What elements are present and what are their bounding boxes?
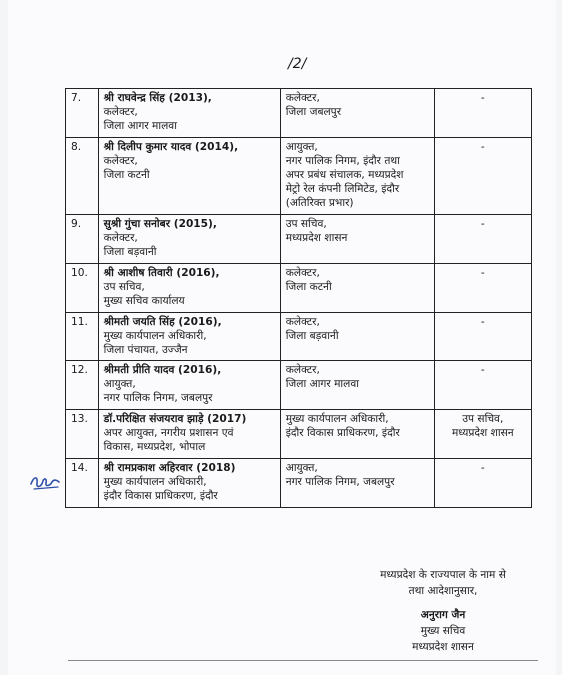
new-posting-line: आयुक्त, [285, 140, 318, 153]
officer-name: श्री रामप्रकाश अहिरवार (2018) [103, 462, 236, 475]
additional-charge-line: - [480, 217, 485, 230]
new-posting-line: कलेक्टर, [285, 92, 320, 104]
current-posting-line: विकास, मध्यप्रदेश, भोपाल [103, 441, 206, 454]
new-posting-cell [280, 459, 434, 508]
new-posting-line: मध्यप्रदेश शासन [285, 231, 348, 244]
table-row [66, 214, 532, 263]
order-authority-line: मध्यप्रदेश के राज्यपाल के नाम से [380, 569, 506, 581]
additional-charge-cell [434, 214, 531, 263]
signatory-department: मध्यप्रदेश शासन [412, 640, 474, 653]
new-posting-cell [280, 89, 434, 138]
new-posting-line: जिला आगर मालवा [285, 378, 359, 391]
additional-charge-cell [434, 137, 531, 214]
current-posting-line: जिला कटनी [103, 168, 150, 181]
serial-number-cell: 12. [66, 361, 99, 410]
additional-charge-cell [434, 89, 531, 138]
new-posting-line: मुख्य कार्यपालन अधिकारी, [285, 413, 389, 426]
current-posting-line: जिला आगर मालवा [103, 119, 177, 132]
additional-charge-line: - [480, 315, 485, 328]
current-posting-line: नगर पालिक निगम, जबलपुर [103, 392, 213, 405]
new-posting-cell [280, 263, 434, 312]
current-posting-line: कलेक्टर, [103, 231, 138, 244]
new-posting-cell [280, 361, 434, 410]
current-posting-line: जिला बड़वानी [103, 245, 157, 258]
officer-cell [98, 137, 280, 214]
serial-number-cell: 8. [66, 137, 99, 214]
serial-number-cell: 7. [66, 89, 99, 138]
document-page [8, 0, 556, 675]
officer-name: श्री आशीष तिवारी (2016), [103, 266, 220, 279]
serial-number-cell: 10. [66, 263, 99, 312]
new-posting-line: उप सचिव, [285, 217, 327, 230]
table-row [66, 459, 532, 508]
serial-number-cell: 9. [66, 214, 99, 263]
additional-charge-cell [434, 263, 531, 312]
additional-charge-line: - [480, 266, 485, 279]
new-posting-line: कलेक्टर, [285, 315, 320, 328]
current-posting-line: मुख्य सचिव कार्यालय [103, 294, 185, 307]
order-authority-line: तथा आदेशानुसार, [408, 584, 478, 597]
serial-number-cell: 13. [66, 410, 99, 459]
additional-charge-line: उप सचिव, [462, 413, 504, 426]
current-posting-line: मुख्य कार्यपालन अधिकारी, [103, 329, 207, 342]
new-posting-line: मेट्रो रेल कंपनी लिमिटेड, इंदौर [285, 182, 400, 195]
additional-charge-line: - [480, 364, 485, 377]
table-row [66, 263, 532, 312]
new-posting-cell [280, 312, 434, 361]
officer-name: श्री राघवेन्द्र सिंह (2013), [103, 92, 212, 104]
new-posting-line: आयुक्त, [285, 462, 318, 475]
new-posting-cell [280, 410, 434, 459]
signature-block [338, 568, 548, 655]
additional-charge-cell [434, 459, 531, 508]
additional-charge-cell [434, 361, 531, 410]
new-posting-line: कलेक्टर, [285, 364, 320, 377]
new-posting-line: (अतिरिक्त प्रभार) [285, 196, 354, 209]
new-posting-line: कलेक्टर, [285, 266, 320, 279]
new-posting-line: अपर प्रबंध संचालक, मध्यप्रदेश [285, 168, 404, 181]
table-body [66, 89, 532, 508]
current-posting-line: कलेक्टर, [103, 154, 138, 167]
current-posting-line: जिला पंचायत, उज्जैन [103, 343, 188, 356]
transfer-order-table [65, 88, 532, 508]
signatory-designation: मुख्य सचिव [420, 624, 466, 637]
new-posting-cell [280, 137, 434, 214]
page-number: /2/ [288, 56, 307, 72]
additional-charge-line: - [480, 462, 485, 475]
new-posting-line: नगर पालिक निगम, इंदौर तथा [285, 154, 400, 167]
officer-cell [98, 312, 280, 361]
current-posting-line: कलेक्टर, [103, 105, 138, 118]
officer-cell [98, 410, 280, 459]
serial-number-cell: 11. [66, 312, 99, 361]
handwritten-initials-mark [28, 470, 62, 492]
current-posting-line: मुख्य कार्यपालन अधिकारी, [103, 476, 207, 489]
additional-charge-line: मध्यप्रदेश शासन [451, 427, 514, 440]
additional-charge-cell [434, 312, 531, 361]
new-posting-line: जिला कटनी [285, 280, 332, 293]
table-row [66, 137, 532, 214]
officer-name: श्रीमती प्रीति यादव (2016), [103, 364, 222, 377]
additional-charge-line: - [480, 140, 485, 153]
new-posting-line: नगर पालिक निगम, जबलपुर [285, 476, 395, 489]
current-posting-line: अपर आयुक्त, नगरीय प्रशासन एवं [103, 427, 234, 440]
officer-cell [98, 89, 280, 138]
table-row [66, 312, 532, 361]
current-posting-line: आयुक्त, [103, 378, 136, 391]
new-posting-line: इंदौर विकास प्राधिकरण, इंदौर [285, 427, 400, 440]
serial-number-cell: 14. [66, 459, 99, 508]
officer-name: डॉ.परिक्षित संजयराव झाड़े (2017) [103, 413, 247, 426]
new-posting-line: जिला बड़वानी [285, 329, 339, 342]
table-row [66, 361, 532, 410]
table-row [66, 410, 532, 459]
officer-cell [98, 263, 280, 312]
officer-cell [98, 459, 280, 508]
additional-charge-cell [434, 410, 531, 459]
additional-charge-line: - [480, 92, 485, 104]
officer-name: श्री दिलीप कुमार यादव (2014), [103, 140, 239, 153]
page-bottom-rule [68, 660, 538, 661]
current-posting-line: इंदौर विकास प्राधिकरण, इंदौर [103, 490, 218, 503]
officer-name: सुश्री गुंचा सनोबर (2015), [103, 217, 217, 230]
officer-cell [98, 214, 280, 263]
new-posting-cell [280, 214, 434, 263]
officer-cell [98, 361, 280, 410]
officer-name: श्रीमती जयति सिंह (2016), [103, 315, 222, 328]
signatory-name: अनुराग जैन [420, 608, 466, 621]
current-posting-line: उप सचिव, [103, 280, 145, 293]
table-row [66, 89, 532, 138]
new-posting-line: जिला जबलपुर [285, 105, 342, 118]
